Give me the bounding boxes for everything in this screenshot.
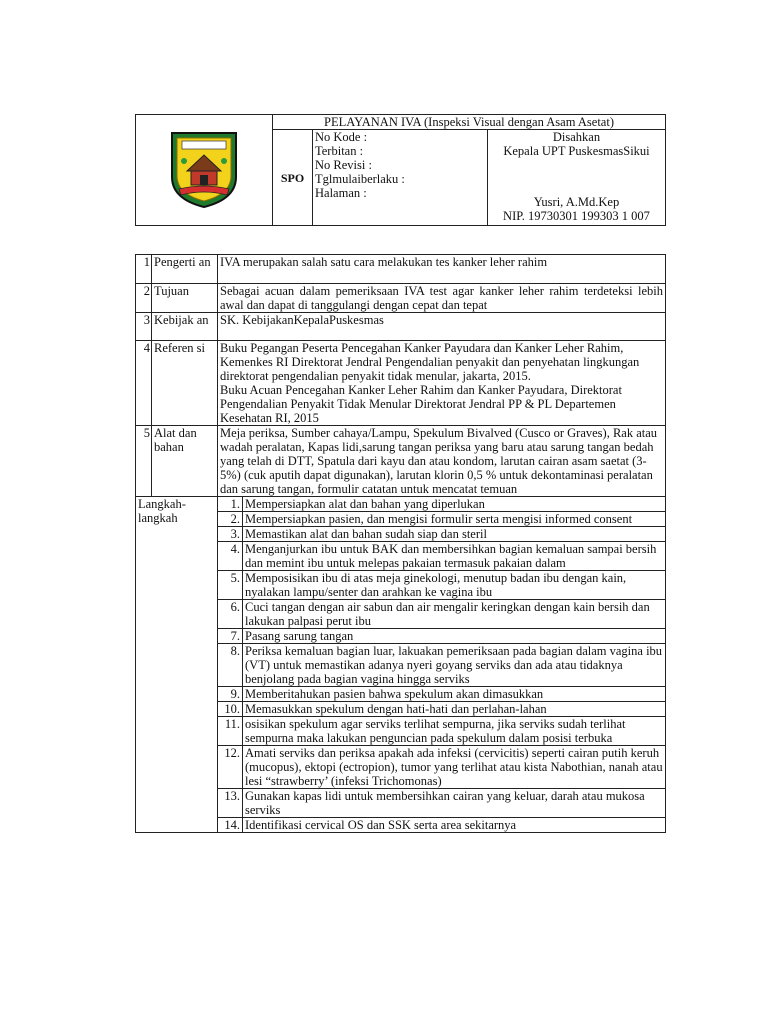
meta-no-revisi: No Revisi : — [315, 158, 372, 172]
step-row — [136, 497, 666, 512]
meta-tgl-mulai: Tglmulaiberlaku : — [315, 172, 405, 186]
step-text: Memposisikan ibu di atas meja ginekologi, menutup badan ibu dengan kain, nyalakan lampu/senter dan arahkan ke vagina ibu — [243, 571, 666, 600]
step-text: Memastikan alat dan bahan sudah siap dan steril — [243, 527, 666, 542]
steps-label: Langkah- langkah — [136, 497, 218, 833]
step-number: 8. — [218, 644, 243, 687]
section-text: Sebagai acuan dalam pemeriksaan IVA test agar kanker leher rahim terdeteksi lebih awal dan dapat di tanggulangi dengan cepat dan tepat — [218, 284, 666, 313]
step-text: Mempersiapkan pasien, dan mengisi formulir serta mengisi informed consent — [243, 512, 666, 527]
approval-name: Yusri, A.Md.Kep — [533, 195, 620, 209]
section-row — [136, 284, 666, 313]
step-number: 5. — [218, 571, 243, 600]
meta-no-kode: No Kode : — [315, 130, 368, 144]
step-number: 7. — [218, 629, 243, 644]
section-number: 4 — [136, 341, 152, 426]
step-text: Pasang sarung tangan — [243, 629, 666, 644]
approval-kepala: Kepala UPT PuskesmasSikui — [503, 144, 650, 158]
document-title: PELAYANAN IVA (Inspeksi Visual dengan Asam Asetat) — [273, 115, 666, 130]
step-text: Cuci tangan dengan air sabun dan air mengalir keringkan dengan kain bersih dan lakukan palpasi perut ibu — [243, 600, 666, 629]
approval-disahkan: Disahkan — [552, 130, 601, 144]
section-text: SK. KebijakanKepalaPuskesmas — [218, 313, 666, 341]
section-label: Alat dan bahan — [152, 426, 218, 497]
step-number: 1. — [218, 497, 243, 512]
section-text: Meja periksa, Sumber cahaya/Lampu, Spekulum Bivalved (Cusco or Graves), Rak atau wadah peralatan, Kapas lidi,sarung tangan periksa yang baru atau sarung tangan bedah yang telah di DTT, Spatula dari kayu dan atau kondom, larutan cairan asam saetat (3-5%) (cuk aputih dapat digunakan), larutan klorin 0,5 % untuk dekontaminasi peralatan dan sarung tangan, formulir catatan untuk mencatat temuan — [218, 426, 666, 497]
district-emblem-icon — [162, 127, 246, 211]
step-number: 4. — [218, 542, 243, 571]
section-row — [136, 341, 666, 426]
section-row — [136, 426, 666, 497]
spo-label: SPO — [273, 130, 313, 226]
step-number: 13. — [218, 789, 243, 818]
step-number: 14. — [218, 818, 243, 833]
step-text: Memberitahukan pasien bahwa spekulum akan dimasukkan — [243, 687, 666, 702]
step-number: 11. — [218, 717, 243, 746]
section-row — [136, 313, 666, 341]
logo-cell — [136, 115, 273, 226]
section-text: Buku Pegangan Peserta Pencegahan Kanker Payudara dan Kanker Leher Rahim, Kemenkes RI Direktorat Jendral Pengendalian penyakit dan penyehatan lingkungan direktorat pengendalian penyakit tidak menular, jakarta, 2015. Buku Acuan Pencegahan Kanker Leher Rahim dan Kanker Payudara, Direktorat Pengendalian Penyakit Tidak Menular Direktorat Jendral PP & PL Departemen Kesehatan RI, 2015 — [218, 341, 666, 426]
procedure-table — [135, 254, 666, 833]
header-table — [135, 114, 666, 226]
step-text: Menganjurkan ibu untuk BAK dan membersihkan bagian kemaluan sampai bersih dan memint ibu untuk melepas pakaian termasuk pakaian dalam — [243, 542, 666, 571]
step-number: 2. — [218, 512, 243, 527]
section-label: Referen si — [152, 341, 218, 426]
step-number: 10. — [218, 702, 243, 717]
section-label: Tujuan — [152, 284, 218, 313]
meta-terbitan: Terbitan : — [315, 144, 364, 158]
step-number: 9. — [218, 687, 243, 702]
section-number: 1 — [136, 255, 152, 284]
meta-halaman: Halaman : — [315, 186, 367, 200]
section-row — [136, 255, 666, 284]
section-text: IVA merupakan salah satu cara melakukan tes kanker leher rahim — [218, 255, 666, 284]
section-number: 5 — [136, 426, 152, 497]
step-text: Identifikasi cervical OS dan SSK serta area sekitarnya — [243, 818, 666, 833]
section-number: 2 — [136, 284, 152, 313]
step-text: Mempersiapkan alat dan bahan yang diperlukan — [243, 497, 666, 512]
step-text: Periksa kemaluan bagian luar, lakuakan pemeriksaan pada bagian dalam vagina ibu (VT) untuk memastikan adanya nyeri goyang serviks dan ada atau tidaknya benjolang pada bagian vagina hingga serviks — [243, 644, 666, 687]
step-number: 12. — [218, 746, 243, 789]
approval-nip: NIP. 19730301 199303 1 007 — [503, 209, 650, 223]
document-meta — [313, 130, 488, 226]
step-text: Memasukkan spekulum dengan hati-hati dan perlahan-lahan — [243, 702, 666, 717]
step-number: 6. — [218, 600, 243, 629]
approval-block — [488, 130, 666, 226]
step-text: Amati serviks dan periksa apakah ada infeksi (cervicitis) seperti cairan putih keruh (mucopus), ektopi (ectropion), tumor yang terlihat atau kista Nabothian, nanah atau lesi “strawberry’ (infeksi Trichomonas) — [243, 746, 666, 789]
step-number: 3. — [218, 527, 243, 542]
section-label: Pengerti an — [152, 255, 218, 284]
step-text: Gunakan kapas lidi untuk membersihkan cairan yang keluar, darah atau mukosa serviks — [243, 789, 666, 818]
step-text: osisikan spekulum agar serviks terlihat sempurna, jika serviks sudah terlihat sempurna maka lakukan penguncian pada spekulum dalam posisi terbuka — [243, 717, 666, 746]
section-label: Kebijak an — [152, 313, 218, 341]
section-number: 3 — [136, 313, 152, 341]
